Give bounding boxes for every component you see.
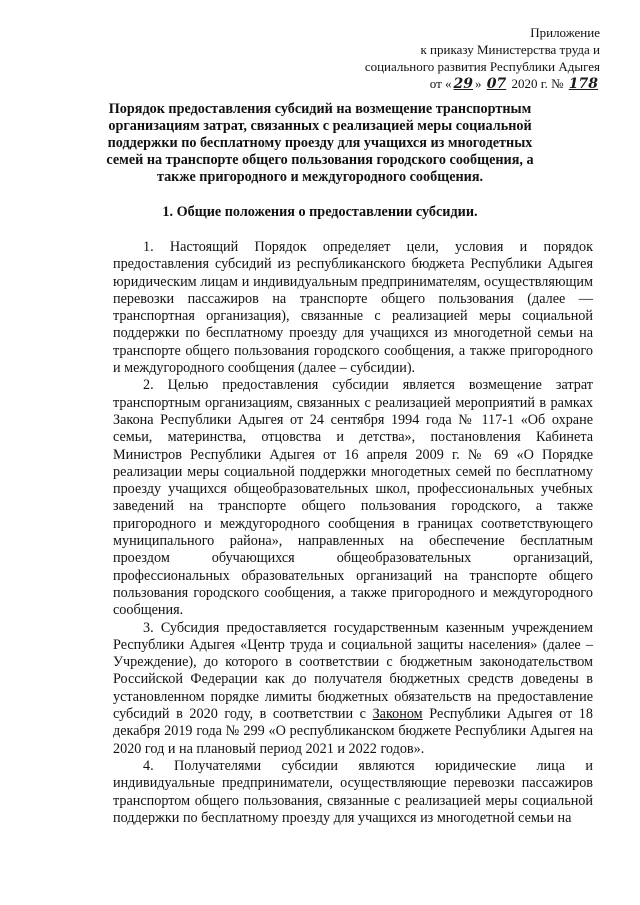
handwritten-number: 178 [568, 76, 598, 92]
handwritten-month: 07 [486, 76, 507, 92]
paragraph-1: 1. Настоящий Порядок определяет цели, условия и порядок предоставления субсидий из республиканского бюджета Республики Адыгея юридическим лицам и индивидуальным предпринимателям, осуществляющим перевозки пассажиров на транспорте общего пользования (далее — транспортная организация), связанные с реализацией меры социальной поддержки по бесплатному проезду для учащихся из многодетной семьи на транспорте общего пользования городского сообщения, а также пригородного и междугородного сообщения (далее – субсидии). [113, 239, 593, 377]
paragraph-4: 4. Получателями субсидии являются юридические лица и индивидуальные предприниматели, осуществляющие перевозки пассажиров транспортом общего пользования, связанные с реализацией меры социальной поддержки по бесплатному проезду для учащихся из многодетной семьи на [113, 757, 593, 826]
date-prefix: от « [429, 76, 452, 91]
appendix-header [365, 24, 600, 93]
appendix-label: Приложение [530, 25, 600, 40]
document-title: Порядок предоставления субсидий на возмещение транспортным организациям затрат, связанных с реализацией меры социальной поддержки по бесплатному проезду для учащихся из многодетных семей на транспорте общего пользования городского сообщения, а также пригородного и междугородного сообщения. [106, 101, 534, 185]
appendix-order-ref: к приказу Министерства труда и [420, 42, 600, 57]
paragraph-3-text-end: Республики Адыгея от 18 декабря 2019 года № 299 «О республиканском бюджете Республики Адыгея на 2020 год и на плановый период 2021 и 2022 годов». [113, 706, 593, 757]
date-mid: » [475, 76, 482, 91]
appendix-date-line [365, 75, 600, 93]
date-year: 2020 г. № [511, 76, 564, 91]
document-body [113, 239, 593, 827]
law-link[interactable]: Законом [372, 706, 423, 723]
paragraph-2: 2. Целью предоставления субсидии является возмещение затрат транспортным организациям, связанных с реализацией мероприятий в рамках Закона Республики Адыгея от 24 сентября 1994 года № 117-1 «Об охране семьи, материнства, отцовства и детства», постановления Кабинета Министров Республики Адыгея от 16 апреля 2009 г. № 69 «О Порядке реализации меры социальной поддержки многодетных семей по бесплатному проезду учащихся общеобразовательных школ, профессиональных учебных заведений на транспорте общего пользования городского, а также пригородного и междугородного сообщения в границах соответствующего муниципального района», направленных на обеспечение бесплатным проездом обучающихся общеобразовательных организаций, профессиональных образовательных организаций на транспорте общего пользования городского сообщения, а также пригородного и междугородного сообщения. [113, 377, 593, 619]
handwritten-day: 29 [453, 76, 473, 92]
appendix-ministry: социального развития Республики Адыгея [364, 59, 600, 74]
section-heading: 1. Общие положения о предоставлении субсидии. [162, 204, 478, 220]
paragraph-3 [113, 620, 593, 758]
paragraph-3-text-start: 3. Субсидия предоставляется государственным казенным учреждением Республики Адыгея «Центр труда и социальной защиты населения» (далее – Учреждение), до которого в соответствии с бюджетным законодательством Российской Федерации как до получателя бюджетных средств доведены в установленном порядке лимиты бюджетных обязательств на предоставление субсидий в 2020 году, в соответствии с [113, 619, 593, 723]
